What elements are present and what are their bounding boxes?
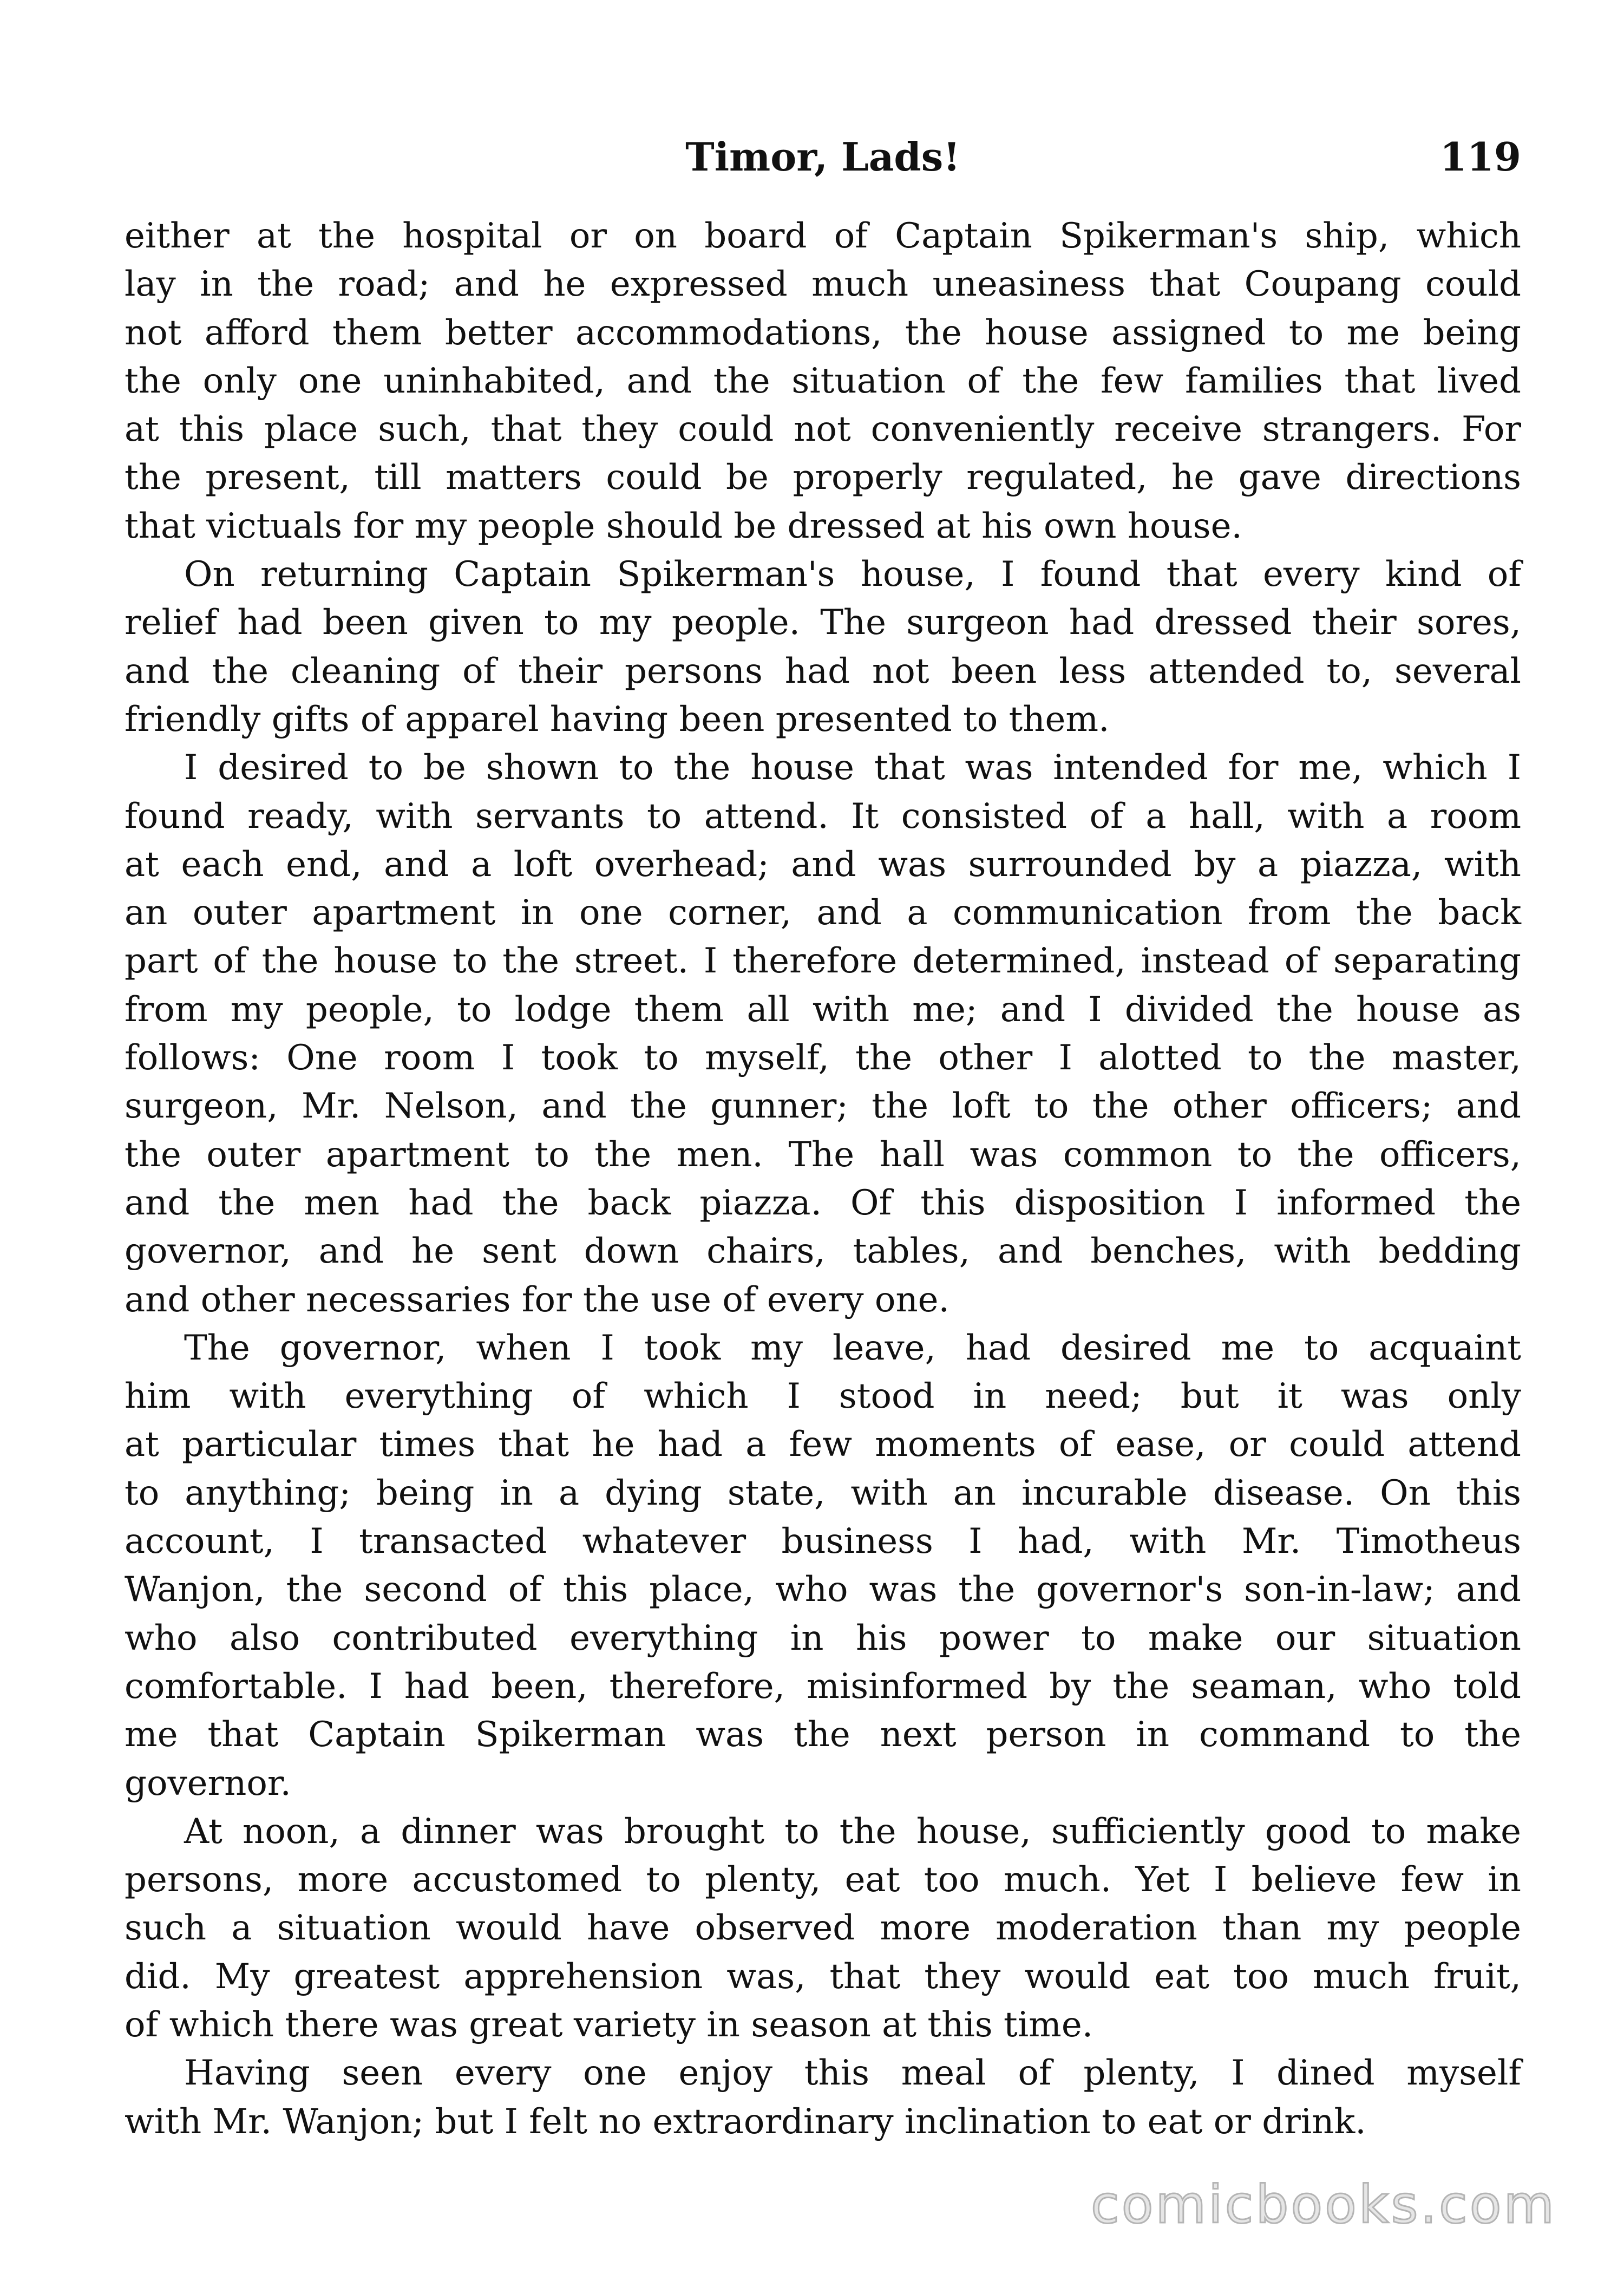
text-line: comfortable. I had been, therefore, misinformed by the seaman, who told: [125, 1666, 1521, 1707]
text-line: to anything; being in a dying state, with an incurable disease. On this: [125, 1473, 1521, 1513]
text-line: part of the house to the street. I therefore determined, instead of separating: [125, 941, 1521, 982]
text-line: an outer apartment in one corner, and a communication from the back: [125, 893, 1521, 933]
text-line: Wanjon, the second of this place, who was the governor's son-in-law; and: [125, 1570, 1521, 1610]
text-line: lay in the road; and he expressed much uneasiness that Coupang could: [125, 264, 1521, 305]
text-line: and other necessaries for the use of every one.: [125, 1279, 949, 1320]
text-line: from my people, to lodge them all with me; and I divided the house as: [125, 989, 1521, 1030]
text-line: not afford them better accommodations, the house assigned to me being: [125, 312, 1521, 353]
text-line: the outer apartment to the men. The hall was common to the officers,: [125, 1134, 1521, 1175]
text-line: either at the hospital or on board of Captain Spikerman's ship, which: [125, 216, 1521, 256]
text-line: follows: One room I took to myself, the other I alotted to the master,: [125, 1038, 1521, 1079]
watermark: comicbooks.com: [1090, 2174, 1556, 2235]
text-line: the present, till matters could be properly regulated, he gave directions: [125, 458, 1521, 498]
text-line: surgeon, Mr. Nelson, and the gunner; the loft to the other officers; and: [125, 1086, 1521, 1127]
paragraph: [125, 1808, 1521, 2049]
text-line: at each end, and a loft overhead; and was surrounded by a piazza, with: [125, 844, 1521, 885]
text-line: account, I transacted whatever business I had, with Mr. Timotheus: [125, 1521, 1521, 1562]
paragraph: [125, 2049, 1521, 2146]
text-line: The governor, when I took my leave, had desired me to acquaint: [184, 1328, 1521, 1368]
text-line: did. My greatest apprehension was, that they would eat too much fruit,: [125, 1956, 1521, 1997]
text-line: governor.: [125, 1763, 291, 1803]
text-line: On returning Captain Spikerman's house, I found that every kind of: [184, 554, 1521, 595]
text-line: I desired to be shown to the house that was intended for me, which I: [184, 748, 1521, 788]
text-line: At noon, a dinner was brought to the house, sufficiently good to make: [184, 1811, 1521, 1852]
text-line: governor, and he sent down chairs, tables, and benches, with bedding: [125, 1231, 1521, 1272]
text-line: him with everything of which I stood in need; but it was only: [125, 1376, 1521, 1417]
paragraph: [125, 551, 1521, 744]
text-line: the only one uninhabited, and the situation of the few families that lived: [125, 361, 1521, 401]
text-line: who also contributed everything in his power to make our situation: [125, 1618, 1521, 1658]
text-line: such a situation would have observed more moderation than my people: [125, 1908, 1521, 1949]
text-line: at particular times that he had a few moments of ease, or could attend: [125, 1424, 1521, 1465]
body-text: [125, 212, 1521, 2146]
paragraph: [125, 1324, 1521, 1808]
running-title: Timor, Lads!: [685, 134, 960, 180]
text-line: at this place such, that they could not conveniently receive strangers. For: [125, 409, 1521, 450]
paragraph: [125, 744, 1521, 1324]
text-line: of which there was great variety in season at this time.: [125, 2004, 1093, 2045]
text-line: with Mr. Wanjon; but I felt no extraordinary inclination to eat or drink.: [125, 2101, 1366, 2142]
text-line: me that Captain Spikerman was the next person in command to the: [125, 1715, 1521, 1755]
text-line: and the men had the back piazza. Of this disposition I informed the: [125, 1182, 1521, 1223]
text-line: that victuals for my people should be dressed at his own house.: [125, 506, 1242, 546]
text-line: Having seen every one enjoy this meal of plenty, I dined myself: [184, 2053, 1521, 2094]
text-line: friendly gifts of apparel having been presented to them.: [125, 699, 1110, 740]
text-line: relief had been given to my people. The surgeon had dressed their sores,: [125, 603, 1521, 643]
page-number: 119: [1439, 134, 1521, 180]
page-header: [125, 125, 1521, 190]
text-line: persons, more accustomed to plenty, eat too much. Yet I believe few in: [125, 1860, 1521, 1900]
text-line: and the cleaning of their persons had not been less attended to, several: [125, 651, 1521, 691]
paragraph: [125, 212, 1521, 551]
text-line: found ready, with servants to attend. It consisted of a hall, with a room: [125, 796, 1521, 837]
